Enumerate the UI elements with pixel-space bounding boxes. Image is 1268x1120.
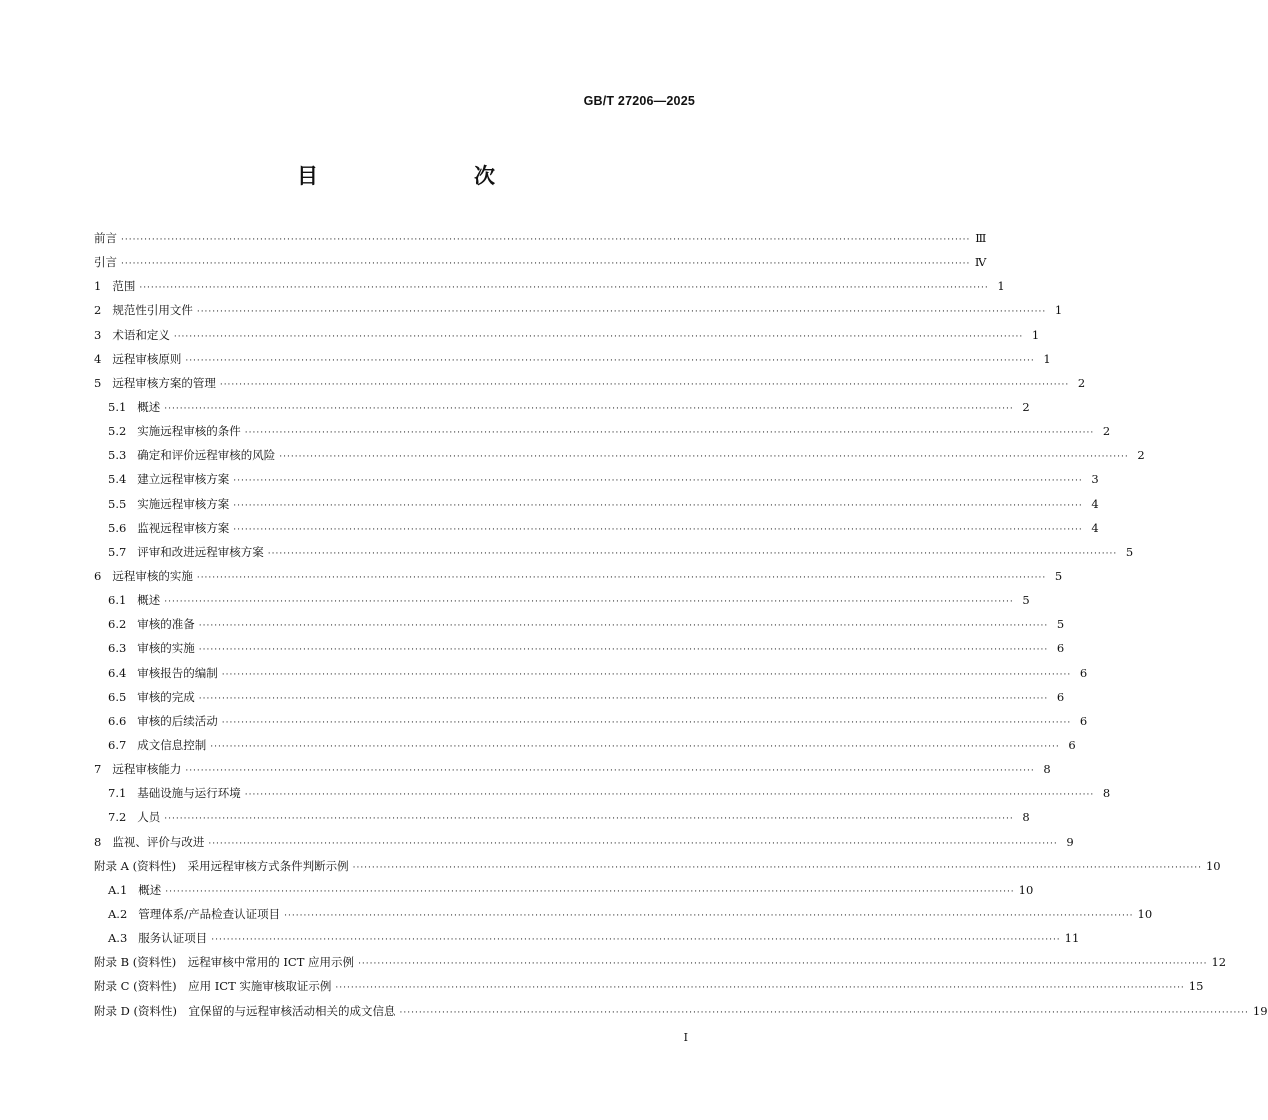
toc-entry[interactable] (94, 274, 1005, 298)
dot-leader: ···························································································································································································································· (198, 693, 1049, 704)
toc-entry[interactable] (94, 564, 1063, 588)
toc-entry-page: 3 (1091, 472, 1099, 487)
toc-entry[interactable] (94, 323, 1040, 347)
toc-entry-number: 6.1 (108, 593, 127, 608)
toc-entry-page: 15 (1188, 979, 1204, 994)
toc-entry[interactable] (94, 854, 1221, 878)
toc-entry-number: 5.2 (108, 424, 127, 439)
toc-entry[interactable] (94, 757, 1051, 781)
toc-entry-title (94, 226, 117, 250)
toc-entry-number: 6.4 (108, 665, 127, 680)
toc-entry-page: 5 (1054, 568, 1063, 583)
toc-entry-label: 建立远程审核方案 (137, 472, 230, 487)
dot-leader: ···························································································································································································································· (233, 476, 1083, 487)
toc-entry-number: 6.6 (108, 713, 127, 728)
toc-entry-title (108, 926, 207, 950)
toc-entry-page: 6 (1079, 713, 1088, 728)
toc-entry-page: 2 (1137, 448, 1145, 463)
toc-entry-number: 6.7 (108, 737, 127, 752)
toc-entry-title (108, 781, 241, 805)
toc-entry-page: 8 (1022, 810, 1030, 825)
toc-entry[interactable] (94, 999, 1268, 1023)
toc-entry-page: 6 (1056, 641, 1065, 656)
toc-entry-title (108, 685, 195, 709)
toc-entry-label: 审核的完成 (137, 689, 195, 704)
toc-entry-page: 6 (1079, 665, 1088, 680)
toc-entry-number: 8 (94, 834, 102, 849)
toc-entry-title (94, 757, 181, 781)
toc-entry-title (108, 540, 264, 564)
toc-entry-label: 成文信息控制 (137, 737, 207, 752)
toc-entry[interactable] (94, 540, 1134, 564)
dot-leader: ···························································································································································································································· (164, 814, 1014, 825)
dot-leader: ···························································································································································································································· (352, 862, 1202, 873)
toc-entry-page: 2 (1077, 375, 1086, 390)
toc-entry[interactable] (94, 467, 1099, 491)
toc-entry[interactable] (94, 709, 1088, 733)
toc-entry-label: 审核报告的编制 (137, 665, 218, 680)
toc-entry-label: 附录 D (资料性) 宜保留的与远程审核活动相关的成文信息 (94, 1003, 396, 1018)
dot-leader: ···························································································································································································································· (219, 379, 1070, 390)
toc-entry[interactable] (94, 926, 1080, 950)
toc-entry[interactable] (94, 830, 1074, 854)
toc-entry-title (94, 274, 135, 298)
toc-entry-title (108, 395, 160, 419)
toc-entry-label: 远程审核的实施 (112, 568, 193, 583)
toc-entry-page: 1 (1054, 303, 1063, 318)
toc-entry[interactable] (94, 661, 1088, 685)
toc-entry-title (94, 564, 193, 588)
dot-leader: ···························································································································································································································· (185, 766, 1035, 777)
toc-entry-title (94, 950, 354, 974)
toc-entry-title (108, 878, 161, 902)
toc-entry-number: 5.7 (108, 544, 127, 559)
toc-entry-label: 审核的实施 (137, 641, 195, 656)
toc-entry[interactable] (94, 902, 1153, 926)
toc-entry-page: 6 (1056, 689, 1065, 704)
toc-entry-label: 监视、评价与改进 (112, 834, 205, 849)
toc-entry[interactable] (94, 588, 1030, 612)
toc-entry[interactable] (94, 298, 1063, 322)
toc-entry-label: 监视远程审核方案 (137, 520, 230, 535)
toc-entry-number: 6.3 (108, 641, 127, 656)
toc-entry-label: 基础设施与运行环境 (137, 786, 241, 801)
toc-entry-title (108, 419, 241, 443)
toc-entry[interactable] (94, 636, 1065, 660)
toc-entry[interactable] (94, 781, 1111, 805)
toc-entry-label: 评审和改进远程审核方案 (137, 544, 264, 559)
toc-entry-title (94, 999, 396, 1023)
toc-entry-page: 4 (1091, 496, 1099, 511)
toc-entry-label: 附录 C (资料性) 应用 ICT 实施审核取证示例 (94, 979, 332, 994)
toc-entry-number: A.1 (108, 882, 128, 897)
toc-entry[interactable] (94, 443, 1145, 467)
dot-leader: ···························································································································································································································· (164, 597, 1014, 608)
table-of-contents (94, 226, 1268, 1023)
dot-leader: ···························································································································································································································· (221, 669, 1072, 680)
toc-entry-number: 7.1 (108, 786, 127, 801)
toc-entry-label: 前言 (94, 231, 117, 245)
toc-entry-title (108, 467, 229, 491)
toc-entry-label: 管理体系/产品检查认证项目 (138, 906, 281, 921)
toc-entry-title (108, 709, 218, 733)
toc-entry-number: 5 (94, 375, 102, 390)
toc-entry[interactable] (94, 733, 1076, 757)
toc-entry-label: 实施远程审核的条件 (137, 424, 241, 439)
toc-entry-title (94, 347, 181, 371)
toc-entry-label: 人员 (137, 810, 161, 825)
dot-leader: ···························································································································································································································· (185, 355, 1035, 366)
toc-entry-page: 2 (1102, 424, 1111, 439)
toc-entry-number: 2 (94, 303, 102, 318)
toc-entry-title (94, 323, 170, 347)
toc-entry[interactable] (94, 612, 1065, 636)
toc-entry[interactable] (94, 516, 1099, 540)
dot-leader: ···························································································································································································································· (244, 428, 1095, 439)
toc-entry-label: 审核的后续活动 (137, 713, 218, 728)
dot-leader: ···························································································································································································································· (335, 983, 1185, 994)
toc-entry-page: 8 (1043, 762, 1051, 777)
dot-leader: ···························································································································································································································· (233, 500, 1083, 511)
dot-leader: ···························································································································································································································· (139, 283, 989, 294)
toc-entry[interactable] (94, 878, 1034, 902)
toc-entry[interactable] (94, 492, 1099, 516)
toc-entry-page: 10 (1205, 858, 1221, 873)
dot-leader: ···························································································································································································································· (233, 524, 1083, 535)
toc-entry[interactable] (94, 974, 1204, 998)
dot-leader: ···························································································································································································································· (121, 259, 971, 270)
dot-leader: ···························································································································································································································· (196, 572, 1047, 583)
dot-leader: ···························································································································································································································· (210, 741, 1060, 752)
toc-entry-label: 概述 (138, 882, 162, 897)
toc-entry-number: 7.2 (108, 810, 127, 825)
toc-entry-number: 6.5 (108, 689, 127, 704)
dot-leader: ···························································································································································································································· (198, 621, 1049, 632)
toc-entry[interactable] (94, 805, 1030, 829)
toc-entry-page: 10 (1018, 882, 1034, 897)
toc-entry[interactable] (94, 226, 987, 250)
dot-leader: ···························································································································································································································· (196, 307, 1047, 318)
toc-entry-page: 6 (1068, 737, 1076, 752)
toc-entry-title (94, 830, 204, 854)
toc-entry-title (108, 443, 275, 467)
dot-leader: ···························································································································································································································· (284, 910, 1134, 921)
toc-entry-number: A.3 (108, 931, 128, 946)
toc-entry-number: 1 (94, 279, 102, 294)
toc-entry-title (108, 902, 280, 926)
standard-number: GB/T 27206—2025 (583, 94, 695, 108)
toc-entry-page: 9 (1066, 834, 1074, 849)
dot-leader: ···························································································································································································································· (221, 717, 1072, 728)
toc-entry-label: 审核的准备 (137, 617, 195, 632)
toc-entry-title (108, 588, 160, 612)
dot-leader: ···························································································································································································································· (358, 959, 1208, 970)
dot-leader: ···························································································································································································································· (164, 403, 1014, 414)
toc-entry-page: 1 (997, 279, 1005, 294)
toc-entry[interactable] (94, 371, 1086, 395)
toc-entry-page: 5 (1022, 593, 1030, 608)
dot-leader: ···························································································································································································································· (211, 935, 1061, 946)
toc-entry-page: 10 (1137, 906, 1153, 921)
dot-leader: ···························································································································································································································· (173, 331, 1024, 342)
toc-entry-page: 5 (1056, 617, 1065, 632)
toc-entry-page: 11 (1064, 931, 1080, 946)
toc-entry-page: 5 (1125, 544, 1134, 559)
toc-entry[interactable] (94, 950, 1227, 974)
toc-entry-label: 实施远程审核方案 (137, 496, 230, 511)
toc-title: 目 次 (297, 164, 533, 188)
toc-entry-number: A.2 (108, 906, 128, 921)
toc-entry-label: 概述 (137, 399, 161, 414)
toc-entry-label: 确定和评价远程审核的风险 (137, 448, 276, 463)
toc-entry-number: 5.1 (108, 399, 127, 414)
toc-entry-number: 3 (94, 327, 102, 342)
toc-entry-title (108, 636, 195, 660)
dot-leader: ···························································································································································································································· (244, 790, 1095, 801)
toc-entry-title (94, 250, 117, 274)
toc-entry-page: 4 (1091, 520, 1099, 535)
toc-entry-number: 7 (94, 762, 102, 777)
toc-entry-title (108, 805, 160, 829)
toc-entry-title (94, 974, 331, 998)
toc-entry-title (108, 516, 229, 540)
toc-entry[interactable] (94, 250, 987, 274)
toc-entry[interactable] (94, 419, 1111, 443)
toc-entry-page: 8 (1102, 786, 1111, 801)
toc-entry-number: 6 (94, 568, 102, 583)
toc-entry[interactable] (94, 347, 1051, 371)
dot-leader: ···························································································································································································································· (165, 886, 1015, 897)
toc-entry-label: 远程审核原则 (112, 351, 182, 366)
toc-entry-title (94, 298, 193, 322)
toc-entry-page: 12 (1211, 955, 1227, 970)
toc-entry-title (94, 371, 216, 395)
toc-entry-number: 5.3 (108, 448, 127, 463)
dot-leader: ···························································································································································································································· (121, 235, 971, 245)
toc-entry-title (108, 612, 195, 636)
toc-entry-label: 术语和定义 (112, 327, 170, 342)
toc-entry-label: 概述 (137, 593, 161, 608)
toc-entry-label: 远程审核能力 (112, 762, 182, 777)
dot-leader: ···························································································································································································································· (279, 452, 1129, 463)
dot-leader: ···························································································································································································································· (399, 1007, 1249, 1018)
toc-entry-page: Ⅲ (975, 231, 987, 245)
toc-entry-title (94, 854, 349, 878)
toc-entry-number: 5.4 (108, 472, 127, 487)
toc-entry[interactable] (94, 685, 1065, 709)
toc-entry-page: 2 (1022, 399, 1030, 414)
page-number: I (683, 1031, 688, 1044)
toc-entry-number: 6.2 (108, 617, 127, 632)
dot-leader: ···························································································································································································································· (208, 838, 1058, 849)
toc-entry-label: 附录 B (资料性) 远程审核中常用的 ICT 应用示例 (94, 955, 355, 970)
toc-entry-label: 规范性引用文件 (112, 303, 193, 318)
toc-entry-number: 4 (94, 351, 102, 366)
toc-entry-page: 1 (1031, 327, 1040, 342)
toc-entry-title (108, 661, 218, 685)
toc-entry-label: 远程审核方案的管理 (112, 375, 216, 390)
toc-entry-number: 5.6 (108, 520, 127, 535)
toc-entry-page: 1 (1043, 351, 1051, 366)
toc-entry-label: 附录 A (资料性) 采用远程审核方式条件判断示例 (94, 858, 349, 873)
toc-entry-page: 19 (1252, 1003, 1268, 1018)
toc-entry[interactable] (94, 395, 1030, 419)
toc-entry-label: 服务认证项目 (138, 931, 208, 946)
toc-entry-title (108, 733, 206, 757)
toc-entry-label: 范围 (112, 279, 136, 294)
dot-leader: ···························································································································································································································· (198, 645, 1049, 656)
toc-entry-number: 5.5 (108, 496, 127, 511)
toc-entry-label: 引言 (94, 255, 117, 270)
toc-entry-page: Ⅳ (974, 255, 987, 270)
dot-leader: ···························································································································································································································· (267, 548, 1118, 559)
toc-entry-title (108, 492, 229, 516)
